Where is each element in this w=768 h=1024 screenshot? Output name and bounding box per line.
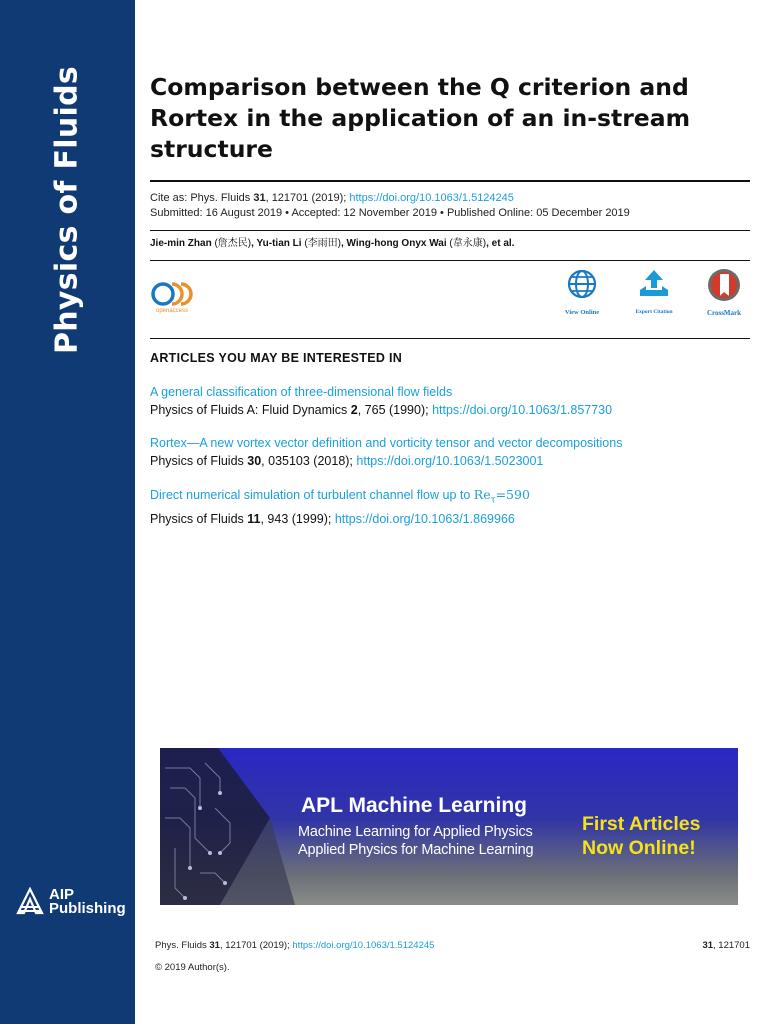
authors-divider bbox=[150, 260, 750, 261]
author-separator: , bbox=[340, 238, 347, 249]
open-access-label: openaccess bbox=[156, 308, 189, 314]
ref-volume: 2 bbox=[350, 403, 358, 417]
author-separator: , bbox=[486, 238, 492, 249]
ref-doi-link[interactable]: https://doi.org/10.1063/1.857730 bbox=[432, 403, 613, 417]
footer-page-volume: 31 bbox=[702, 940, 714, 951]
author-native-name: (李雨田) bbox=[304, 238, 341, 249]
badges-divider bbox=[150, 338, 750, 339]
author-native-name: (詹杰民) bbox=[214, 238, 252, 249]
ref-volume: 11 bbox=[247, 511, 261, 526]
export-citation-label: Export Citation bbox=[635, 309, 673, 315]
reynolds-number-symbol: Re bbox=[473, 487, 491, 502]
journal-name bbox=[0, 0, 135, 420]
ref-doi-link[interactable]: https://doi.org/10.1063/1.869966 bbox=[334, 511, 515, 526]
ad-call-to-action bbox=[582, 812, 701, 860]
view-online-button[interactable] bbox=[552, 268, 612, 320]
ad-subtitle-1: Machine Learning for Applied Physics bbox=[298, 824, 533, 840]
ref-journal: Physics of Fluids bbox=[150, 511, 248, 526]
related-article-reference bbox=[150, 452, 750, 470]
author-et-al[interactable]: et al. bbox=[491, 238, 515, 249]
ref-volume: 30 bbox=[247, 454, 262, 468]
author-name[interactable]: Wing-hong Onyx Wai bbox=[346, 238, 447, 249]
footer-copyright: © 2019 Author(s). bbox=[155, 962, 230, 973]
author-name[interactable]: Jie-min Zhan bbox=[150, 238, 212, 249]
ref-rest: , 943 (1999); bbox=[260, 511, 335, 526]
apl-machine-learning-ad[interactable] bbox=[160, 748, 738, 905]
related-article-title-link[interactable]: A general classification of three-dimensional flow fields bbox=[150, 385, 453, 399]
publication-dates: Submitted: 16 August 2019 • Accepted: 12 November 2019 • Published Online: 05 December 2019 bbox=[150, 207, 630, 219]
ref-journal: Physics of Fluids bbox=[150, 454, 248, 468]
related-article-reference bbox=[150, 510, 750, 528]
ad-cta-line2: Now Online! bbox=[582, 837, 696, 859]
related-article-title-link[interactable] bbox=[150, 487, 530, 506]
aip-publishing-logo[interactable] bbox=[16, 885, 131, 921]
cite-prefix: Cite as: Phys. Fluids bbox=[150, 192, 254, 204]
cite-volume: 31 bbox=[253, 192, 266, 204]
crossmark-icon bbox=[706, 268, 742, 302]
journal-sidebar bbox=[0, 0, 135, 1024]
author-native-name: (韋永康) bbox=[449, 238, 487, 249]
related-article-item bbox=[150, 384, 750, 419]
footer-doi-link[interactable]: https://doi.org/10.1063/1.5124245 bbox=[292, 940, 435, 951]
related-article-title-text: Direct numerical simulation of turbulent channel flow up to bbox=[150, 488, 474, 502]
open-access-badge bbox=[150, 278, 200, 318]
author-name[interactable]: Yu-tian Li bbox=[256, 238, 302, 249]
journal-name-text: Physics of Fluids bbox=[49, 65, 85, 355]
cite-doi-link[interactable]: https://doi.org/10.1063/1.5124245 bbox=[349, 192, 514, 204]
article-title: Comparison between the Q criterion and Rortex in the application of an in-stream structure bbox=[150, 73, 691, 163]
footer-journal: Phys. Fluids bbox=[155, 940, 210, 951]
aip-logo-icon bbox=[16, 887, 44, 915]
globe-icon bbox=[566, 268, 598, 300]
related-article-reference bbox=[150, 401, 750, 419]
open-access-icon bbox=[150, 278, 194, 308]
footer-page-id bbox=[702, 940, 750, 951]
citation-line bbox=[150, 191, 514, 206]
ad-title: APL Machine Learning bbox=[301, 794, 527, 817]
title-divider bbox=[150, 180, 750, 182]
author-list bbox=[150, 237, 514, 251]
author-separator: , bbox=[251, 238, 257, 249]
aip-logo-line2: Publishing bbox=[49, 900, 126, 917]
ref-journal: Physics of Fluids A: Fluid Dynamics bbox=[150, 403, 351, 417]
view-online-label: View Online bbox=[564, 309, 600, 316]
export-citation-button[interactable] bbox=[624, 268, 684, 320]
related-article-item bbox=[150, 486, 750, 528]
ref-rest: , 035103 (2018); bbox=[261, 454, 357, 468]
related-articles-heading: ARTICLES YOU MAY BE INTERESTED IN bbox=[150, 351, 403, 365]
ref-rest: , 765 (1990); bbox=[357, 403, 433, 417]
reynolds-number-subscript: τ bbox=[490, 495, 496, 506]
footer-page-number: , 121701 bbox=[713, 940, 750, 951]
reynolds-number-value: =590 bbox=[495, 487, 530, 502]
crossmark-label: CrossMark bbox=[706, 309, 742, 317]
related-article-item bbox=[150, 435, 750, 470]
ad-subtitle-2: Applied Physics for Machine Learning bbox=[298, 842, 534, 858]
ref-doi-link[interactable]: https://doi.org/10.1063/1.5023001 bbox=[356, 454, 544, 468]
aip-logo-line1: AIP bbox=[49, 886, 75, 903]
dates-divider bbox=[150, 230, 750, 231]
export-icon bbox=[637, 268, 671, 300]
ad-cta-line1: First Articles bbox=[582, 813, 701, 835]
footer-volume: 31 bbox=[209, 940, 220, 951]
footer-citation bbox=[155, 940, 434, 951]
footer-rest: , 121701 (2019); bbox=[219, 940, 293, 951]
crossmark-button[interactable] bbox=[694, 268, 754, 320]
cite-rest: , 121701 (2019); bbox=[265, 192, 350, 204]
related-article-title-link[interactable]: Rortex—A new vortex vector definition and vorticity tensor and vector decompositions bbox=[150, 436, 623, 450]
